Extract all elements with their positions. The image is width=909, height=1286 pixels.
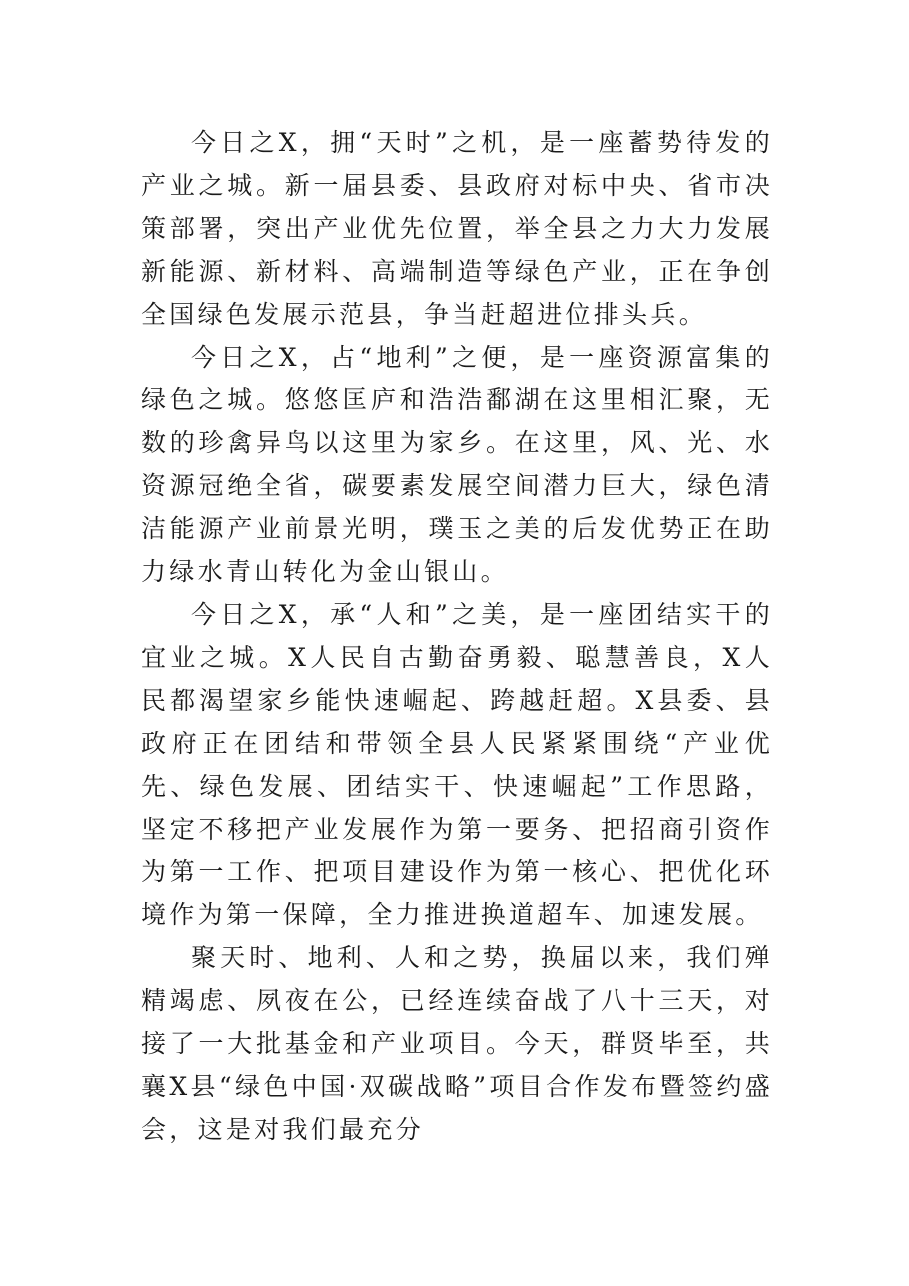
paragraph-tianshi: 今日之X，拥“天时”之机，是一座蓄势待发的产业之城。新一届县委、县政府对标中央、省市决策部署，突出产业优先位置，举全县之力大力发展新能源、新材料、高端制造等绿色产业，正在争创全国绿色发展示范县，争当赶超进位排头兵。 [141,128,773,329]
document-body [141,122,773,1152]
paragraph-dili: 今日之X，占“地利”之便，是一座资源富集的绿色之城。悠悠匡庐和浩浩鄱湖在这里相汇聚，无数的珍禽异鸟以这里为家乡。在这里，风、光、水资源冠绝全省，碳要素发展空间潜力巨大，绿色清洁能源产业前景光明，璞玉之美的后发优势正在助力绿水青山转化为金山银山。 [141,342,773,587]
paragraph-summary: 聚天时、地利、人和之势，换届以来，我们殚精竭虑、夙夜在公，已经连续奋战了八十三天，对接了一大批基金和产业项目。今天，群贤毕至，共襄X县“绿色中国·双碳战略”项目合作发布暨签约盛会，这是对我们最充分 [141,943,773,1144]
paragraph-renhe: 今日之X，承“人和”之美，是一座团结实干的宜业之城。X人民自古勤奋勇毅、聪慧善良，X人民都渴望家乡能快速崛起、跨越赶超。X县委、县政府正在团结和带领全县人民紧紧围绕“产业优先、绿色发展、团结实干、快速崛起”工作思路，坚定不移把产业发展作为第一要务、把招商引资作为第一工作、把项目建设作为第一核心、把优化环境作为第一保障，全力推进换道超车、加速发展。 [141,599,773,930]
